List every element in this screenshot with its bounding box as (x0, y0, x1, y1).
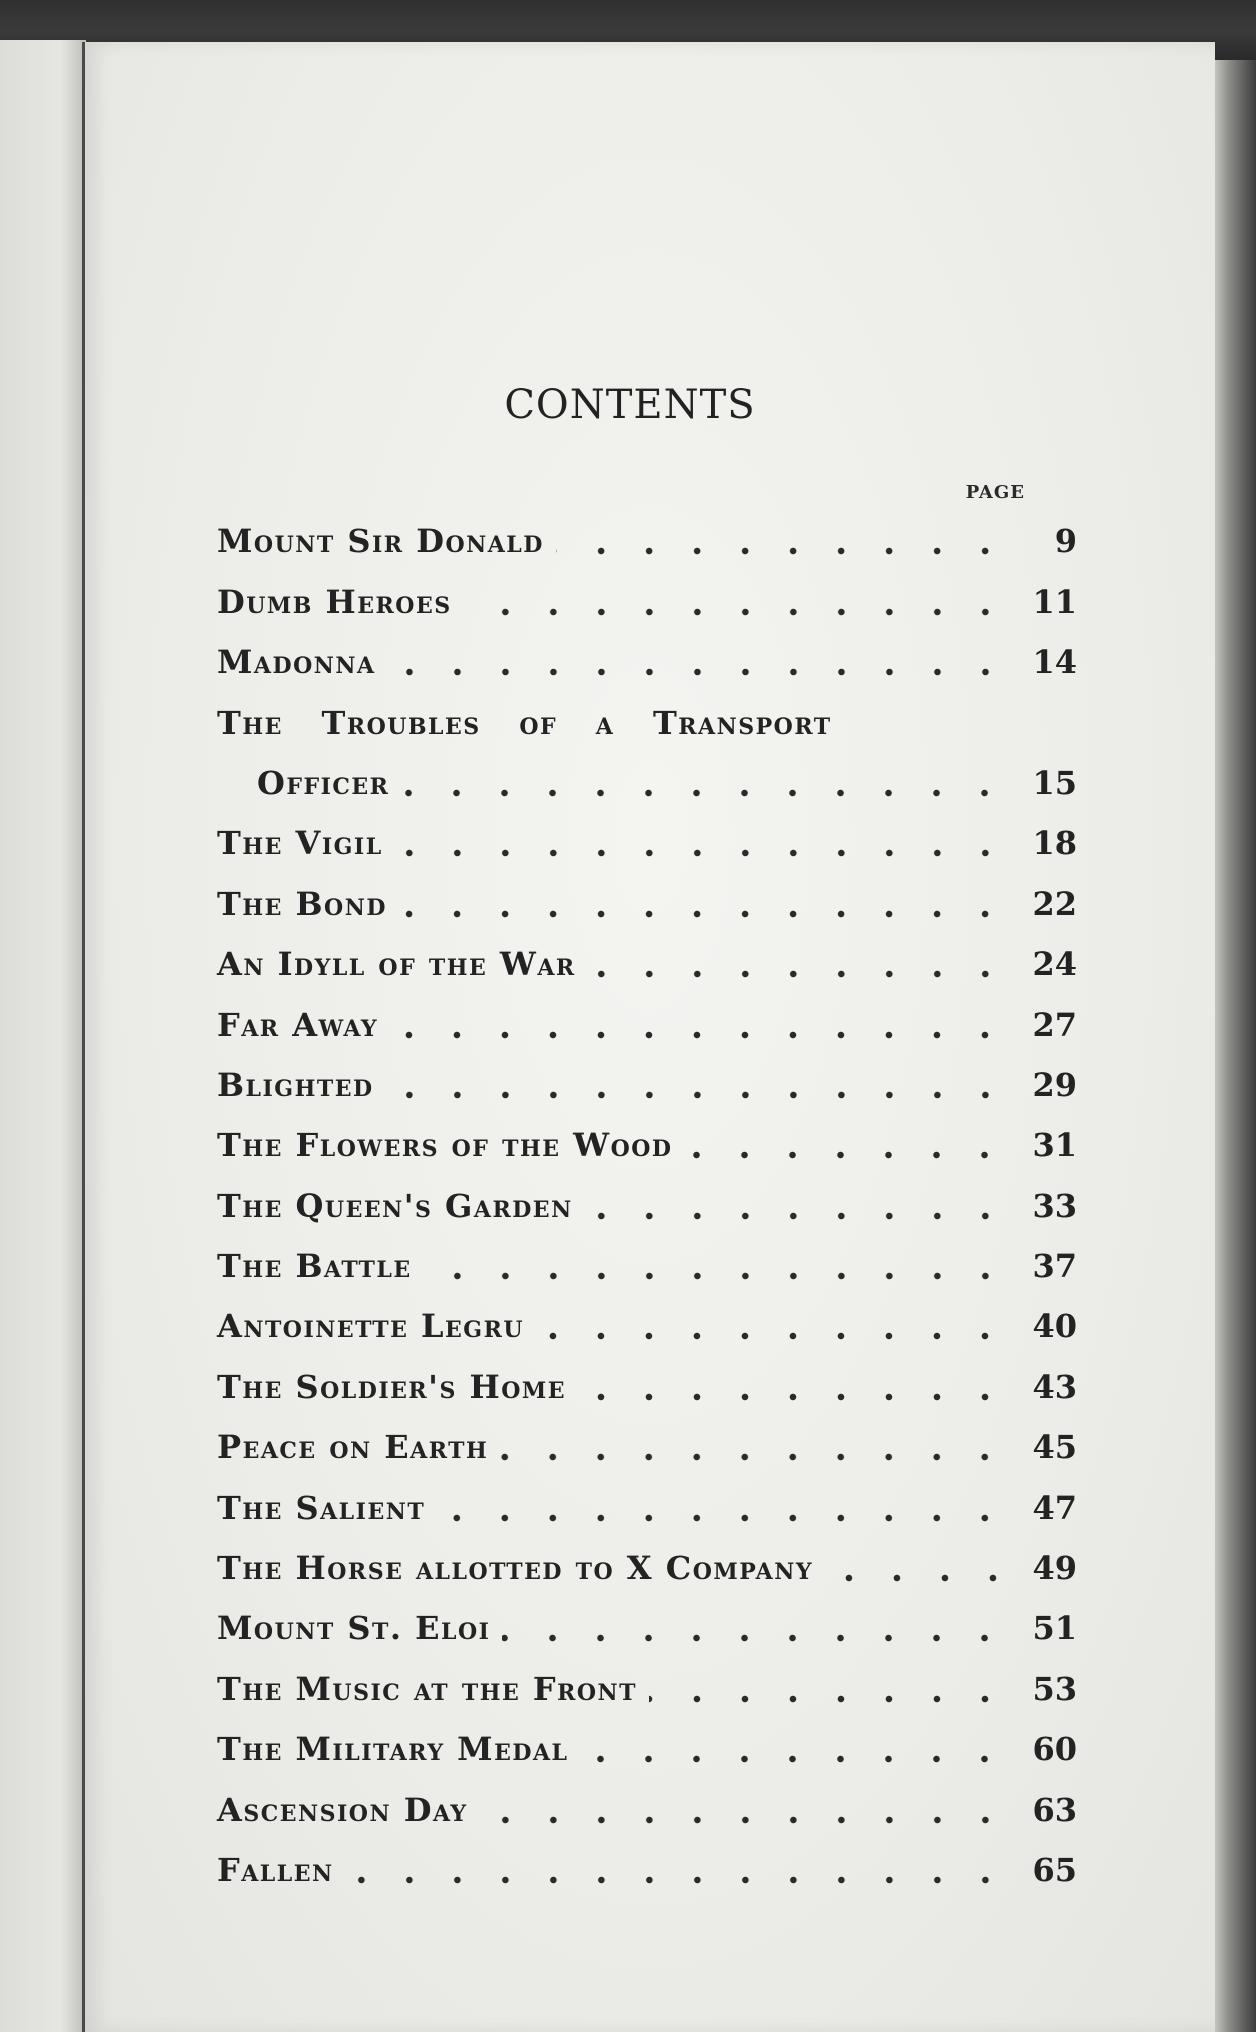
entry-page-number: 18 (1032, 824, 1077, 863)
entry-page-number: 47 (1032, 1488, 1077, 1527)
toc-entry-mount-sir-donald[interactable] (217, 497, 1077, 561)
entry-page-number: 63 (1032, 1790, 1077, 1829)
entry-page-number: 15 (1032, 763, 1077, 802)
entry-title-continuation: Officer (257, 763, 390, 802)
toc-entry-the-battle[interactable] (217, 1222, 1077, 1286)
dot-leader (500, 1431, 1009, 1463)
dot-leader (386, 1069, 1009, 1101)
entry-title: The Queen's Garden (217, 1186, 573, 1225)
dot-leader (480, 1794, 1009, 1826)
entry-page-number: 37 (1032, 1247, 1077, 1286)
entry-page-number: 33 (1032, 1186, 1077, 1225)
entry-page-number: 43 (1032, 1367, 1077, 1406)
dot-leader (424, 1250, 1009, 1282)
entry-page-number: 11 (1032, 582, 1077, 621)
page-column-label: PAGE (965, 482, 1025, 503)
entry-page-number: 27 (1032, 1005, 1077, 1044)
dot-leader (580, 1733, 1009, 1765)
entry-title: The Troubles of a Transport (217, 703, 832, 742)
entry-title: The Flowers of the Wood (217, 1126, 673, 1165)
dot-leader (556, 525, 1009, 557)
contents-page (82, 42, 1215, 2032)
dot-leader (578, 1371, 1009, 1403)
toc-entry-antoinette-legru[interactable] (217, 1282, 1077, 1346)
toc-entry-ascension-day[interactable] (217, 1765, 1077, 1829)
toc-entry-transport-officer-line1[interactable] (217, 678, 1077, 742)
entry-title: Fallen (217, 1850, 334, 1889)
toc-entry-the-vigil[interactable] (217, 799, 1077, 863)
dot-leader (536, 1310, 1009, 1342)
entry-title: The Soldier's Home (217, 1367, 567, 1406)
entry-page-number: 29 (1032, 1065, 1077, 1104)
dot-leader (649, 1673, 1009, 1705)
dot-leader (585, 1190, 1009, 1222)
entry-page-number: 65 (1032, 1850, 1077, 1889)
toc-entry-the-bond[interactable] (217, 859, 1077, 923)
entry-page-number: 14 (1032, 643, 1077, 682)
dot-leader (588, 948, 1009, 980)
dot-leader (390, 1009, 1009, 1041)
dot-leader (437, 1492, 1009, 1524)
toc-entry-fallen[interactable] (217, 1826, 1077, 1889)
dot-leader (817, 1552, 1017, 1584)
entry-title: Antoinette Legru (217, 1307, 525, 1346)
entry-page-number: 49 (1032, 1549, 1077, 1588)
entry-page-number: 31 (1032, 1126, 1077, 1165)
entry-title: The Horse allotted to X Company (217, 1549, 814, 1588)
toc-entry-military-medal[interactable] (217, 1705, 1077, 1769)
toc-entry-peace-on-earth[interactable] (217, 1403, 1077, 1467)
toc-entry-transport-officer-line2[interactable] (217, 739, 1077, 802)
entry-title: Far Away (217, 1005, 379, 1044)
entry-title: The Music at the Front (217, 1669, 638, 1708)
entry-title: The Bond (217, 884, 387, 923)
toc-entry-horse-allotted[interactable] (217, 1524, 1077, 1588)
dot-leader (502, 1612, 1009, 1644)
dot-leader (401, 767, 1009, 799)
facing-page-edge (0, 40, 86, 2032)
dot-leader (346, 1854, 1009, 1886)
entry-title: Blighted (217, 1065, 374, 1104)
entry-page-number: 24 (1032, 945, 1077, 984)
entry-title: An Idyll of the War (217, 945, 576, 984)
dot-leader (399, 888, 1009, 920)
dot-leader (388, 646, 1009, 678)
dot-leader (464, 586, 1009, 618)
entry-title: Peace on Earth (217, 1428, 489, 1467)
entry-title: Ascension Day (217, 1790, 468, 1829)
entry-page-number: 51 (1032, 1609, 1077, 1648)
entry-title: Mount Sir Donald (217, 522, 544, 561)
entry-title: Dumb Heroes (217, 582, 452, 621)
entry-page-number: 9 (1054, 522, 1077, 561)
toc-entry-queens-garden[interactable] (217, 1161, 1077, 1225)
toc-entry-madonna[interactable] (217, 618, 1077, 682)
toc-entry-far-away[interactable] (217, 980, 1077, 1044)
table-of-contents (217, 497, 1077, 1889)
entry-title: The Salient (217, 1488, 426, 1527)
toc-entry-blighted[interactable] (217, 1041, 1077, 1104)
entry-page-number: 22 (1032, 884, 1077, 923)
toc-entry-dumb-heroes[interactable] (217, 557, 1077, 621)
entry-title: Mount St. Eloi (217, 1609, 491, 1648)
toc-entry-idyll-of-the-war[interactable] (217, 920, 1077, 984)
page-title: CONTENTS (504, 382, 756, 428)
entry-title: The Battle (217, 1247, 412, 1286)
entry-page-number: 40 (1032, 1307, 1077, 1346)
entry-title: Madonna (217, 643, 376, 682)
entry-title: The Military Medal (217, 1730, 569, 1769)
toc-entry-flowers-of-the-wood[interactable] (217, 1101, 1077, 1165)
toc-entry-the-salient[interactable] (217, 1463, 1077, 1527)
toc-entry-soldiers-home[interactable] (217, 1342, 1077, 1406)
entry-page-number: 60 (1032, 1730, 1077, 1769)
entry-page-number: 45 (1032, 1428, 1077, 1467)
book-fore-edge (1212, 60, 1256, 2032)
entry-page-number: 53 (1032, 1669, 1077, 1708)
toc-entry-mount-st-eloi[interactable] (217, 1584, 1077, 1648)
dot-leader (395, 827, 1009, 859)
toc-entry-music-at-the-front[interactable] (217, 1644, 1077, 1708)
dot-leader (684, 1129, 1009, 1161)
entry-title: The Vigil (217, 824, 383, 863)
